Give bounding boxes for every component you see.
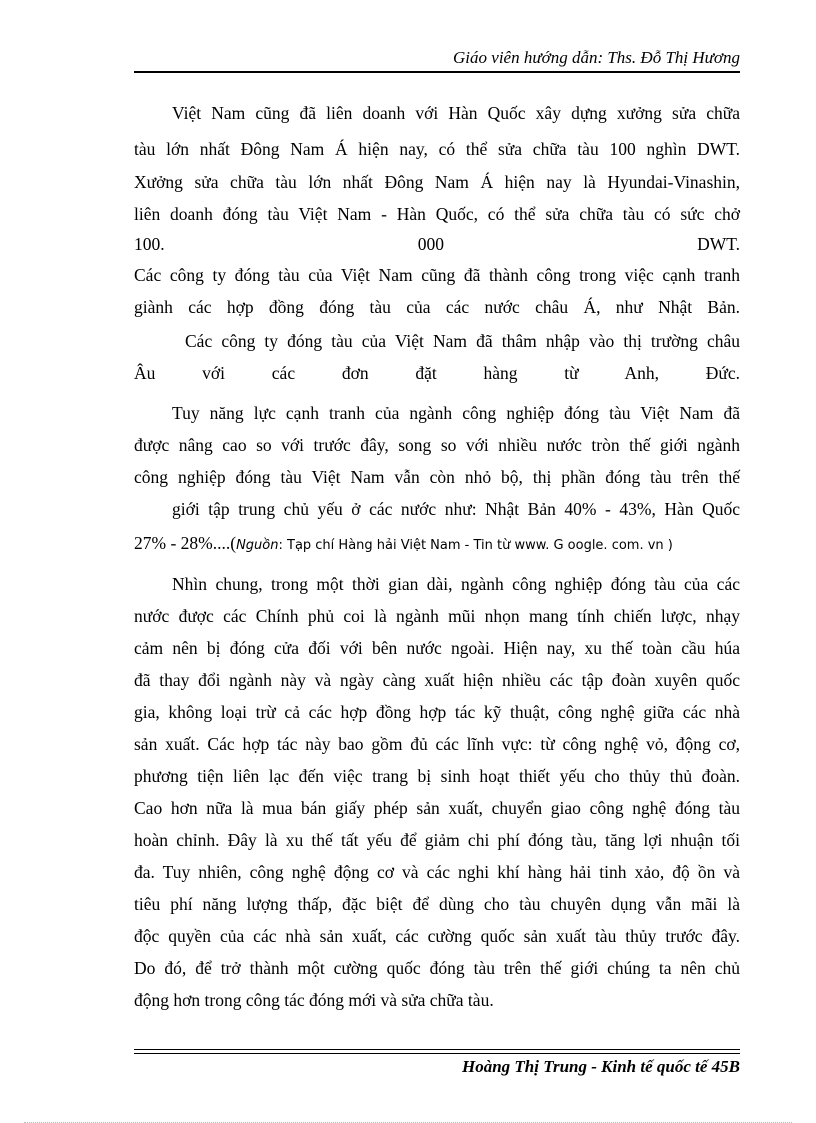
page-header: Giáo viên hướng dẫn: Ths. Đỗ Thị Hương [453,48,740,67]
source-label: Nguồn [236,538,279,553]
p2-line-1: Các công ty đóng tàu của Việt Nam đã thâm nhập vào thị trường châu [185,331,740,351]
p3-line-4: giới tập trung chủ yếu ở các nước như: Nhật Bản 40% - 43%, Hàn Quốc [172,499,740,519]
footer-rule-bottom [134,1053,740,1054]
p4-line-8: Cao hơn nữa là mua bán giấy phép sản xuất, chuyển giao công nghệ đóng tàu [134,798,740,818]
page-footer: Hoàng Thị Trung - Kinh tế quốc tế 45B [461,1057,740,1076]
p4-line-4: đã thay đổi ngành này và ngày càng xuất hiện nhiều các tập đoàn xuyên quốc [134,670,740,690]
p4-line-1: Nhìn chung, trong một thời gian dài, ngành công nghiệp đóng tàu của các [172,574,740,594]
p4-line-6: sản xuất. Các hợp tác này bao gồm đủ các lĩnh vực: từ công nghệ vỏ, động cơ, [134,734,740,754]
p4-line-10: đa. Tuy nhiên, công nghệ động cơ và các nghi khí hàng hải tinh xảo, độ ồn và [134,862,740,882]
p4-line-3: cảm nên bị đóng cửa đối với bên nước ngoài. Hiện nay, xu thế toàn cầu húa [134,638,740,658]
p4-line-12: độc quyền của các nhà sản xuất, các cường quốc sản xuất tàu thủy trước đây. [134,926,740,946]
p1-line-5: 100. 000 DWT. [134,234,740,254]
p1-line-3: Xưởng sửa chữa tàu lớn nhất Đông Nam Á hiện nay là Hyundai-Vinashin, [134,172,740,192]
p4-line-9: hoàn chỉnh. Đây là xu thế tất yếu để giảm chi phí đóng tàu, tăng lợi nhuận tối [134,830,740,850]
footer-rule-top [134,1049,740,1050]
p1-line-4: liên doanh đóng tàu Việt Nam - Hàn Quốc, có thể sửa chữa tàu có sức chở [134,204,740,224]
p4-line-13: Do đó, để trở thành một cường quốc đóng tàu trên thế giới chúng ta nên chủ [134,958,740,978]
source-citation [236,538,673,553]
p1-line-6: Các công ty đóng tàu của Việt Nam cũng đã thành công trong việc cạnh tranh [134,265,740,285]
p3-line-2: được nâng cao so với trước đây, song so với nhiều nước tròn thế giới ngành [134,435,740,455]
header-rule [134,71,740,73]
p1-line-7: giành các hợp đồng đóng tàu của các nước châu Á, như Nhật Bản. [134,297,740,317]
p3-line-5-text: 27% - 28%....( [134,533,237,553]
p3-line-1: Tuy năng lực cạnh tranh của ngành công nghiệp đóng tàu Việt Nam đã [172,403,740,423]
p4-line-5: gia, không loại trừ cả các hợp đồng hợp tác kỹ thuật, công nghệ giữa các nhà [134,702,740,722]
p3-line-3: công nghiệp đóng tàu Việt Nam vẫn còn nhỏ bộ, thị phần đóng tàu trên thế [134,467,740,487]
source-text: : Tạp chí Hàng hải Việt Nam - Tin từ www. G oogle. com. vn ) [278,538,673,553]
p4-line-14: động hơn trong công tác đóng mới và sửa chữa tàu. [134,990,494,1010]
p2-line-2: Âu với các đơn đặt hàng từ Anh, Đức. [134,363,740,383]
p3-line-5 [134,532,740,554]
p1-line-2: tàu lớn nhất Đông Nam Á hiện nay, có thể sửa chữa tàu 100 nghìn DWT. [134,139,740,159]
p4-line-7: phương tiện liên lạc đến việc trang bị sinh hoạt thiết yếu cho thủy thủ đoàn. [134,766,740,786]
p1-line-1: Việt Nam cũng đã liên doanh với Hàn Quốc xây dựng xưởng sửa chữa [172,103,740,123]
p4-line-11: tiêu phí năng lượng thấp, đặc biệt để dùng cho tàu chuyên dụng vẫn mãi là [134,894,740,914]
p4-line-2: nước được các Chính phủ coi là ngành mũi nhọn mang tính chiến lược, nhạy [134,606,740,626]
